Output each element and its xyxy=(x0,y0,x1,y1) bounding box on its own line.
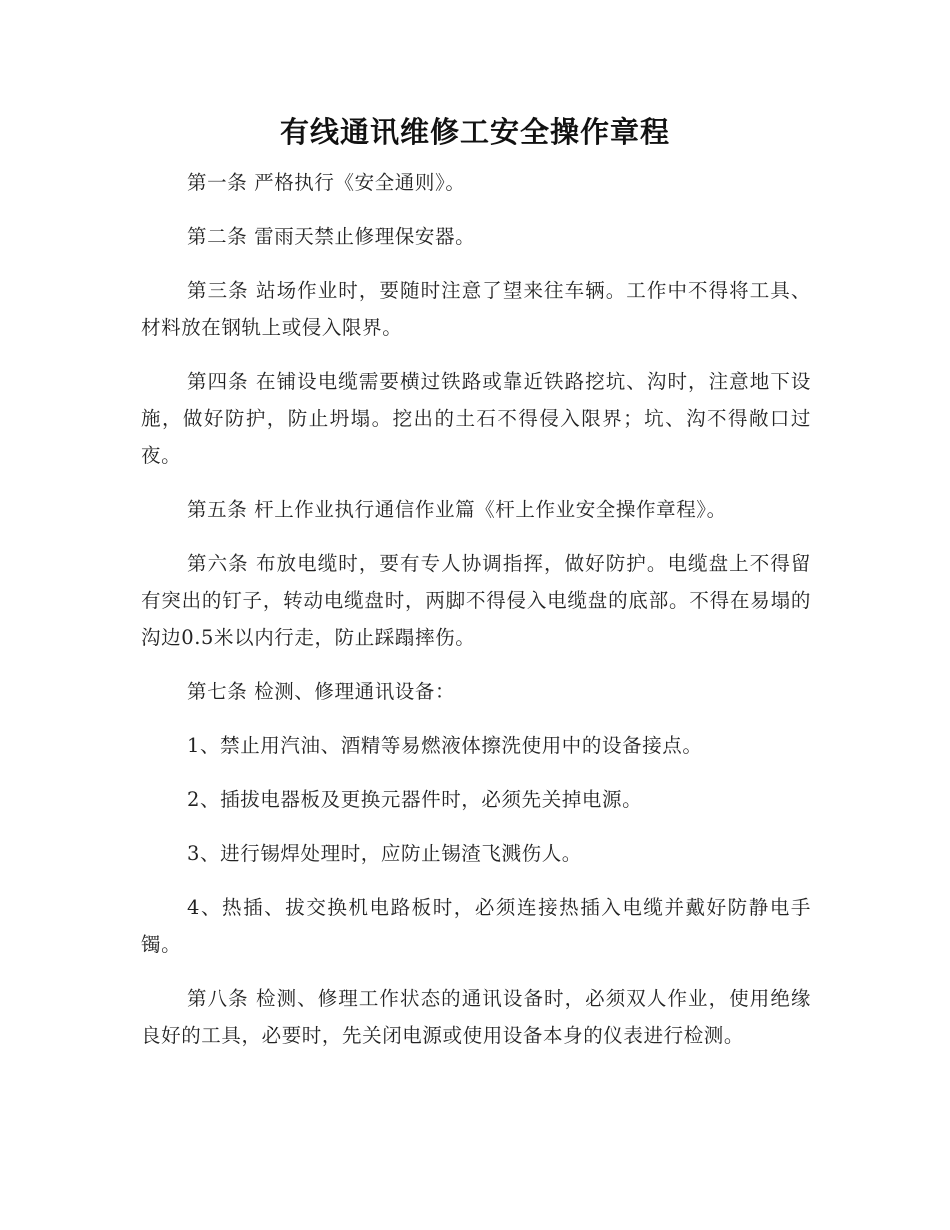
paragraph-article-1: 第一条 严格执行《安全通则》。 xyxy=(187,171,466,194)
paragraph-article-2: 第二条 雷雨天禁止修理保安器。 xyxy=(187,225,476,248)
paragraph-article-6: 第六条 布放电缆时，要有专人协调指挥，做好防护。电缆盘上不得留有突出的钉子，转动电缆盘时，两脚不得侵入电缆盘的底部。不得在易塌的沟边0.5米以内行走，防止踩蹋摔伤。 xyxy=(141,552,811,649)
paragraph-article-7: 第七条 检测、修理通讯设备： xyxy=(187,680,456,703)
paragraph-item-4: 4、热插、拔交换机电路板时，必须连接热插入电缆并戴好防静电手镯。 xyxy=(141,896,811,956)
paragraph-item-1: 1、禁止用汽油、酒精等易燃液体擦洗使用中的设备接点。 xyxy=(187,734,703,757)
paragraph-article-4: 第四条 在铺设电缆需要横过铁路或靠近铁路挖坑、沟时，注意地下设施，做好防护，防止坍塌。挖出的土石不得侵入限界；坑、沟不得敞口过夜。 xyxy=(141,370,811,467)
paragraph-article-5: 第五条 杆上作业执行通信作业篇《杆上作业安全操作章程》。 xyxy=(187,498,727,521)
paragraph-article-8: 第八条 检测、修理工作状态的通讯设备时，必须双人作业，使用绝缘良好的工具，必要时，先关闭电源或使用设备本身的仪表进行检测。 xyxy=(141,987,811,1047)
document-title: 有线通讯维修工安全操作章程 xyxy=(279,115,670,149)
paragraph-article-3: 第三条 站场作业时，要随时注意了望来往车辆。工作中不得将工具、材料放在钢轨上或侵入限界。 xyxy=(141,279,811,339)
paragraph-item-2: 2、插拔电器板及更换元器件时，必须先关掉电源。 xyxy=(187,788,643,811)
document-body xyxy=(141,164,811,1071)
paragraph-item-3: 3、进行锡焊处理时，应防止锡渣飞溅伤人。 xyxy=(187,842,582,865)
